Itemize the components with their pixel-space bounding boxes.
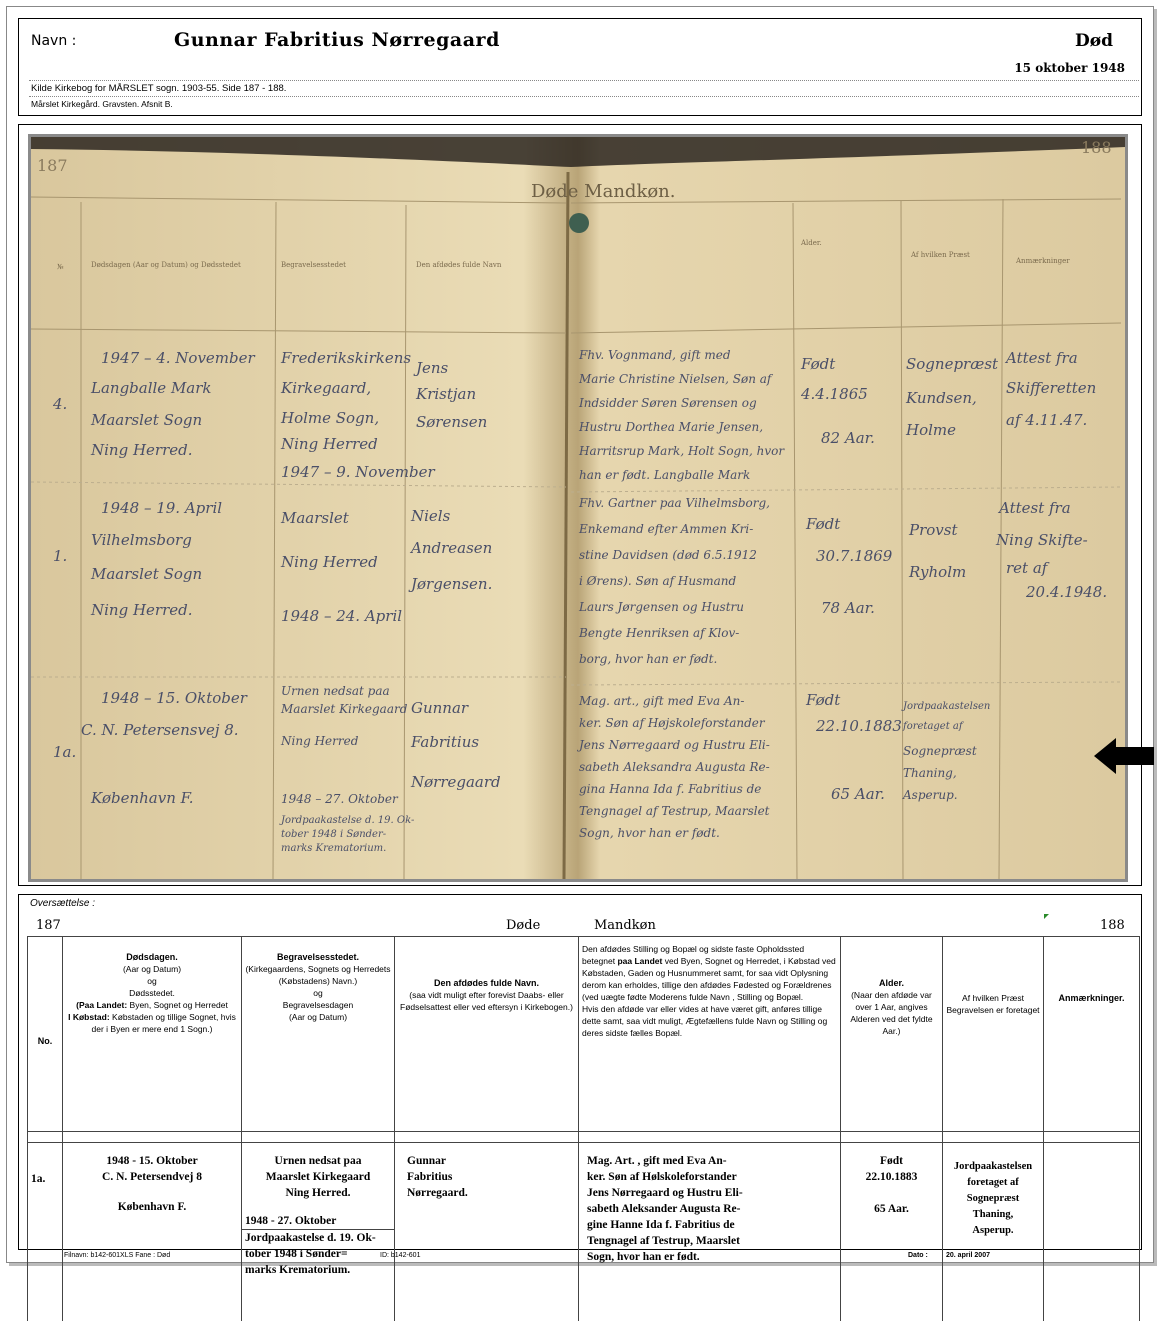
hw-row1-date: 1947 – 4. November [101, 349, 255, 367]
svg-text:4.4.1865: 4.4.1865 [800, 385, 868, 403]
svg-text:Holme Sogn,: Holme Sogn, [280, 409, 379, 427]
svg-text:Langballe Mark: Langballe Mark [90, 379, 212, 397]
svg-text:tober 1948 i Sønder-: tober 1948 i Sønder- [281, 829, 387, 840]
svg-text:Mag. art., gift med Eva An-: Mag. art., gift med Eva An- [578, 694, 744, 708]
header-notes: Anmærkninger. [1044, 937, 1140, 1132]
header-age: Alder. (Naar den afdøde var over 1 Aar, angives Alderen ved det fyldte Aar.) [841, 937, 943, 1132]
svg-text:65 Aar.: 65 Aar. [831, 785, 885, 803]
svg-text:78 Aar.: 78 Aar. [821, 599, 875, 617]
svg-text:1948 – 15. Oktober: 1948 – 15. Oktober [101, 689, 248, 707]
cell-notes [1044, 1143, 1140, 1321]
svg-text:82 Aar.: 82 Aar. [821, 429, 875, 447]
svg-text:Ryholm: Ryholm [908, 563, 966, 581]
header-burial: Begravelsesstedet. (Kirkegaardens, Sognets og Herredets (Købstadens) Navn.) og Begravelsesdagen (Aar og Datum) [242, 937, 395, 1132]
svg-text:Gunnar: Gunnar [411, 699, 469, 717]
arrow-left-icon [1094, 738, 1154, 774]
svg-text:i Ørens). Søn af Husmand: i Ørens). Søn af Husmand [579, 574, 737, 588]
svg-text:Maarslet: Maarslet [280, 509, 350, 527]
divider [29, 80, 1139, 81]
header-deathday: Dødsdagen. (Aar og Datum) og Dødsstedet. (Paa Landet: Byen, Sognet og Herredet I Købstad: Købstaden og tillige Sognet, hvis der i Byen er mere end 1 Sogn.) [63, 937, 242, 1132]
table-header-row [28, 937, 1140, 1132]
svg-text:Sørensen: Sørensen [416, 413, 487, 431]
svg-text:af 4.11.47.: af 4.11.47. [1006, 411, 1087, 429]
divider [29, 96, 1139, 97]
svg-text:Sognepræst: Sognepræst [906, 355, 999, 373]
svg-text:Født: Født [805, 691, 841, 709]
header-no: No. [28, 937, 63, 1132]
svg-text:foretaget af: foretaget af [902, 721, 965, 732]
svg-text:Ning Herred.: Ning Herred. [90, 601, 193, 619]
church-book-image [31, 137, 1125, 879]
svg-text:Enkemand efter Ammen Kri-: Enkemand efter Ammen Kri- [578, 522, 753, 536]
svg-text:Kundsen,: Kundsen, [905, 389, 977, 407]
footer-date-label: Dato : [908, 1252, 928, 1259]
svg-text:marks Krematorium.: marks Krematorium. [281, 843, 386, 854]
svg-text:Skifferetten: Skifferetten [1006, 379, 1096, 397]
svg-text:Urnen nedsat paa: Urnen nedsat paa [281, 684, 390, 698]
photo-col-deathday: Dødsdagen (Aar og Datum) og Dødsstedet [91, 261, 241, 269]
svg-text:Kristjan: Kristjan [415, 385, 476, 403]
footer-date: 20. april 2007 [946, 1252, 990, 1259]
svg-text:Ning Herred: Ning Herred [280, 435, 378, 453]
svg-text:borg, hvor han er født.: borg, hvor han er født. [579, 652, 717, 666]
svg-text:Asperup.: Asperup. [902, 788, 958, 802]
svg-text:Jordpaakastelsen: Jordpaakastelsen [901, 701, 990, 712]
footer-filename: Filnavn: b142-601XLS Fane : Død [64, 1252, 170, 1259]
photo-col-age: Alder. [800, 239, 822, 247]
svg-text:Jens: Jens [413, 359, 449, 377]
grave-line: Mårslet Kirkegård. Gravsten. Afsnit B. [31, 99, 173, 109]
svg-text:Hustru Dorthea Marie Jensen,: Hustru Dorthea Marie Jensen, [578, 420, 763, 434]
svg-text:Vilhelmsborg: Vilhelmsborg [91, 531, 192, 549]
svg-text:Maarslet Kirkegaard: Maarslet Kirkegaard [280, 702, 408, 716]
svg-text:København F.: København F. [90, 789, 193, 807]
navn-label: Navn : [31, 33, 76, 49]
cell-age: Født 22.10.1883 65 Aar. [841, 1143, 943, 1321]
record-header [18, 18, 1142, 116]
svg-text:han er født. Langballe Mark: han er født. Langballe Mark [579, 468, 750, 482]
photo-col-name: Den afdødes fulde Navn [416, 261, 502, 269]
svg-text:Ning Herred.: Ning Herred. [90, 441, 193, 459]
source-line: Kilde Kirkebog for MÅRSLET sogn. 1903-55. Side 187 - 188. [31, 83, 286, 94]
svg-text:Thaning,: Thaning, [903, 766, 957, 780]
translation-page-right: 188 [1100, 918, 1125, 933]
svg-text:Andreasen: Andreasen [409, 539, 492, 557]
svg-text:Fabritius: Fabritius [410, 733, 479, 751]
svg-text:Niels: Niels [410, 507, 451, 525]
photo-page-left: 187 [37, 156, 68, 175]
svg-text:Indsidder Søren Sørensen og: Indsidder Søren Sørensen og [578, 396, 757, 410]
cell-status: Mag. Art. , gift med Eva An- ker. Søn af Hølskoleforstander Jens Nørregaard og Hustru Eli- sabeth Aleksander Augusta Re- gine Hanne Ida f. Fabritius de Tengnagel af Testrup, Maarslet Sogn, hvor han er født. [579, 1143, 841, 1321]
svg-text:sabeth Aleksandra Augusta Re-: sabeth Aleksandra Augusta Re- [579, 760, 770, 774]
svg-text:ret af: ret af [1006, 559, 1050, 577]
svg-text:Sogn, hvor han er født.: Sogn, hvor han er født. [579, 826, 720, 840]
svg-text:Harritsrup Mark, Holt Sogn, hv: Harritsrup Mark, Holt Sogn, hvor [578, 444, 785, 458]
svg-text:20.4.1948.: 20.4.1948. [1025, 583, 1107, 601]
death-label: Død [1075, 31, 1113, 51]
header-priest: Af hvilken Præst Begravelsen er foretaget [943, 937, 1044, 1132]
svg-text:Født: Født [800, 355, 836, 373]
svg-text:stine Davidsen (død 6.5.1912: stine Davidsen (død 6.5.1912 [579, 548, 757, 562]
svg-text:Attest fra: Attest fra [997, 499, 1071, 517]
photo-col-notes: Anmærkninger [1015, 257, 1070, 265]
hw-row2-no: 1. [53, 547, 67, 565]
svg-text:Kirkegaard,: Kirkegaard, [280, 379, 371, 397]
svg-text:1948 – 19. April: 1948 – 19. April [101, 499, 222, 517]
header-fullname: Den afdødes fulde Navn. (saa vidt muligt efter forevist Daabs- eller Fødselsattest eller ved eftersyn i Kirkebogen.) [395, 937, 579, 1132]
svg-text:1948 – 24. April: 1948 – 24. April [281, 607, 402, 625]
svg-text:Holme: Holme [905, 421, 956, 439]
svg-text:Bengte Henriksen af Klov-: Bengte Henriksen af Klov- [578, 626, 739, 640]
svg-text:Marie Christine Nielsen, Søn a: Marie Christine Nielsen, Søn af [578, 372, 774, 386]
svg-text:ker. Søn af Højskoleforstander: ker. Søn af Højskoleforstander [579, 716, 766, 730]
svg-text:Provst: Provst [908, 521, 958, 539]
svg-text:Maarslet Sogn: Maarslet Sogn [90, 565, 202, 583]
svg-text:Jordpaakastelse d. 19. Ok-: Jordpaakastelse d. 19. Ok- [279, 815, 415, 826]
hw-row1-no: 4. [52, 395, 67, 413]
svg-text:Ning Herred: Ning Herred [280, 553, 378, 571]
table-spacer-row [28, 1132, 1140, 1143]
svg-text:gina Hanna Ida f. Fabritius de: gina Hanna Ida f. Fabritius de [579, 782, 761, 796]
cell-burial: Urnen nedsat paa Maarslet Kirkegaard Ning Herred. 1948 - 27. Oktober Jordpaakastelse d. 19. Ok- tober 1948 i Sønder= marks Krematorium. [242, 1143, 395, 1321]
svg-text:Ning Skifte-: Ning Skifte- [995, 531, 1088, 549]
header-status: Den afdødes Stilling og Bopæl og sidste faste Opholdssted betegnet paa Landet ved Byen, Sognet og Herredet, i Købstad ved Købstaden, Gaden og Husnummeret samt, for saa vidt Oplysning derom kan erholdes, tillige den afdødes Fødested og Forældrenes (ved uægte fødte Moderens fulde Navn , Stilling og Bopæl. Hvis den afdøde var eller vides at have været gift, anføres tillige dette samt, saa vidt muligt, Ægtefællens fulde Navn og Stilling og deres sidste fælles Bopæl. [579, 937, 841, 1132]
svg-text:Født: Født [805, 515, 841, 533]
translation-heading-dode: Døde [506, 918, 540, 933]
svg-text:Nørregaard: Nørregaard [410, 773, 501, 791]
svg-text:Fhv. Vognmand, gift med: Fhv. Vognmand, gift med [578, 348, 731, 362]
cell-priest: Jordpaakastelsen foretaget af Sognepræst Thaning, Asperup. [943, 1143, 1044, 1321]
table-row [28, 1143, 1140, 1321]
death-date: 15 oktober 1948 [1014, 61, 1125, 75]
church-book-photo [28, 134, 1128, 882]
svg-text:1948 – 27. Oktober: 1948 – 27. Oktober [281, 792, 399, 806]
svg-text:30.7.1869: 30.7.1869 [816, 547, 893, 565]
translation-table [27, 936, 1140, 1321]
svg-text:Frederikskirkens: Frederikskirkens [280, 349, 411, 367]
translation-heading-mandkon: Mandkøn [594, 918, 656, 933]
translation-page-left: 187 [36, 918, 61, 933]
photo-page-right: 188 [1081, 138, 1112, 157]
svg-text:Jørgensen.: Jørgensen. [408, 575, 492, 593]
svg-text:Fhv. Gartner paa Vilhelmsborg,: Fhv. Gartner paa Vilhelmsborg, [578, 496, 770, 510]
cell-comment-marker [1044, 914, 1049, 919]
svg-text:Sognepræst: Sognepræst [903, 744, 977, 758]
svg-text:Ning Herred: Ning Herred [280, 734, 359, 748]
svg-text:Maarslet Sogn: Maarslet Sogn [90, 411, 202, 429]
hw-row3-no: 1a. [53, 743, 76, 761]
photo-heading: Døde Mandkøn. [531, 181, 676, 202]
footer-id: ID: b142-601 [380, 1252, 420, 1259]
photo-col-priest: Af hvilken Præst [910, 251, 970, 259]
photo-col-no: № [57, 263, 64, 271]
cell-no: 1a. [28, 1143, 63, 1321]
svg-text:Attest fra: Attest fra [1004, 349, 1078, 367]
svg-text:Tengnagel af Testrup, Maarslet: Tengnagel af Testrup, Maarslet [579, 804, 770, 818]
svg-text:1947 – 9. November: 1947 – 9. November [281, 463, 435, 481]
svg-text:22.10.1883: 22.10.1883 [815, 717, 902, 735]
photo-col-burial: Begravelsesstedet [281, 261, 346, 269]
person-name: Gunnar Fabritius Nørregaard [174, 29, 500, 51]
cell-deathday: 1948 - 15. Oktober C. N. Petersendvej 8 København F. [63, 1143, 242, 1321]
svg-text:Laurs Jørgensen og Hustru: Laurs Jørgensen og Hustru [578, 600, 744, 614]
translation-title: Oversættelse : [30, 898, 95, 909]
svg-text:Jens Nørregaard og Hustru Eli-: Jens Nørregaard og Hustru Eli- [576, 738, 770, 752]
svg-text:C. N. Petersensvej 8.: C. N. Petersensvej 8. [81, 721, 239, 739]
cell-fullname: Gunnar Fabritius Nørregaard. [395, 1143, 579, 1321]
